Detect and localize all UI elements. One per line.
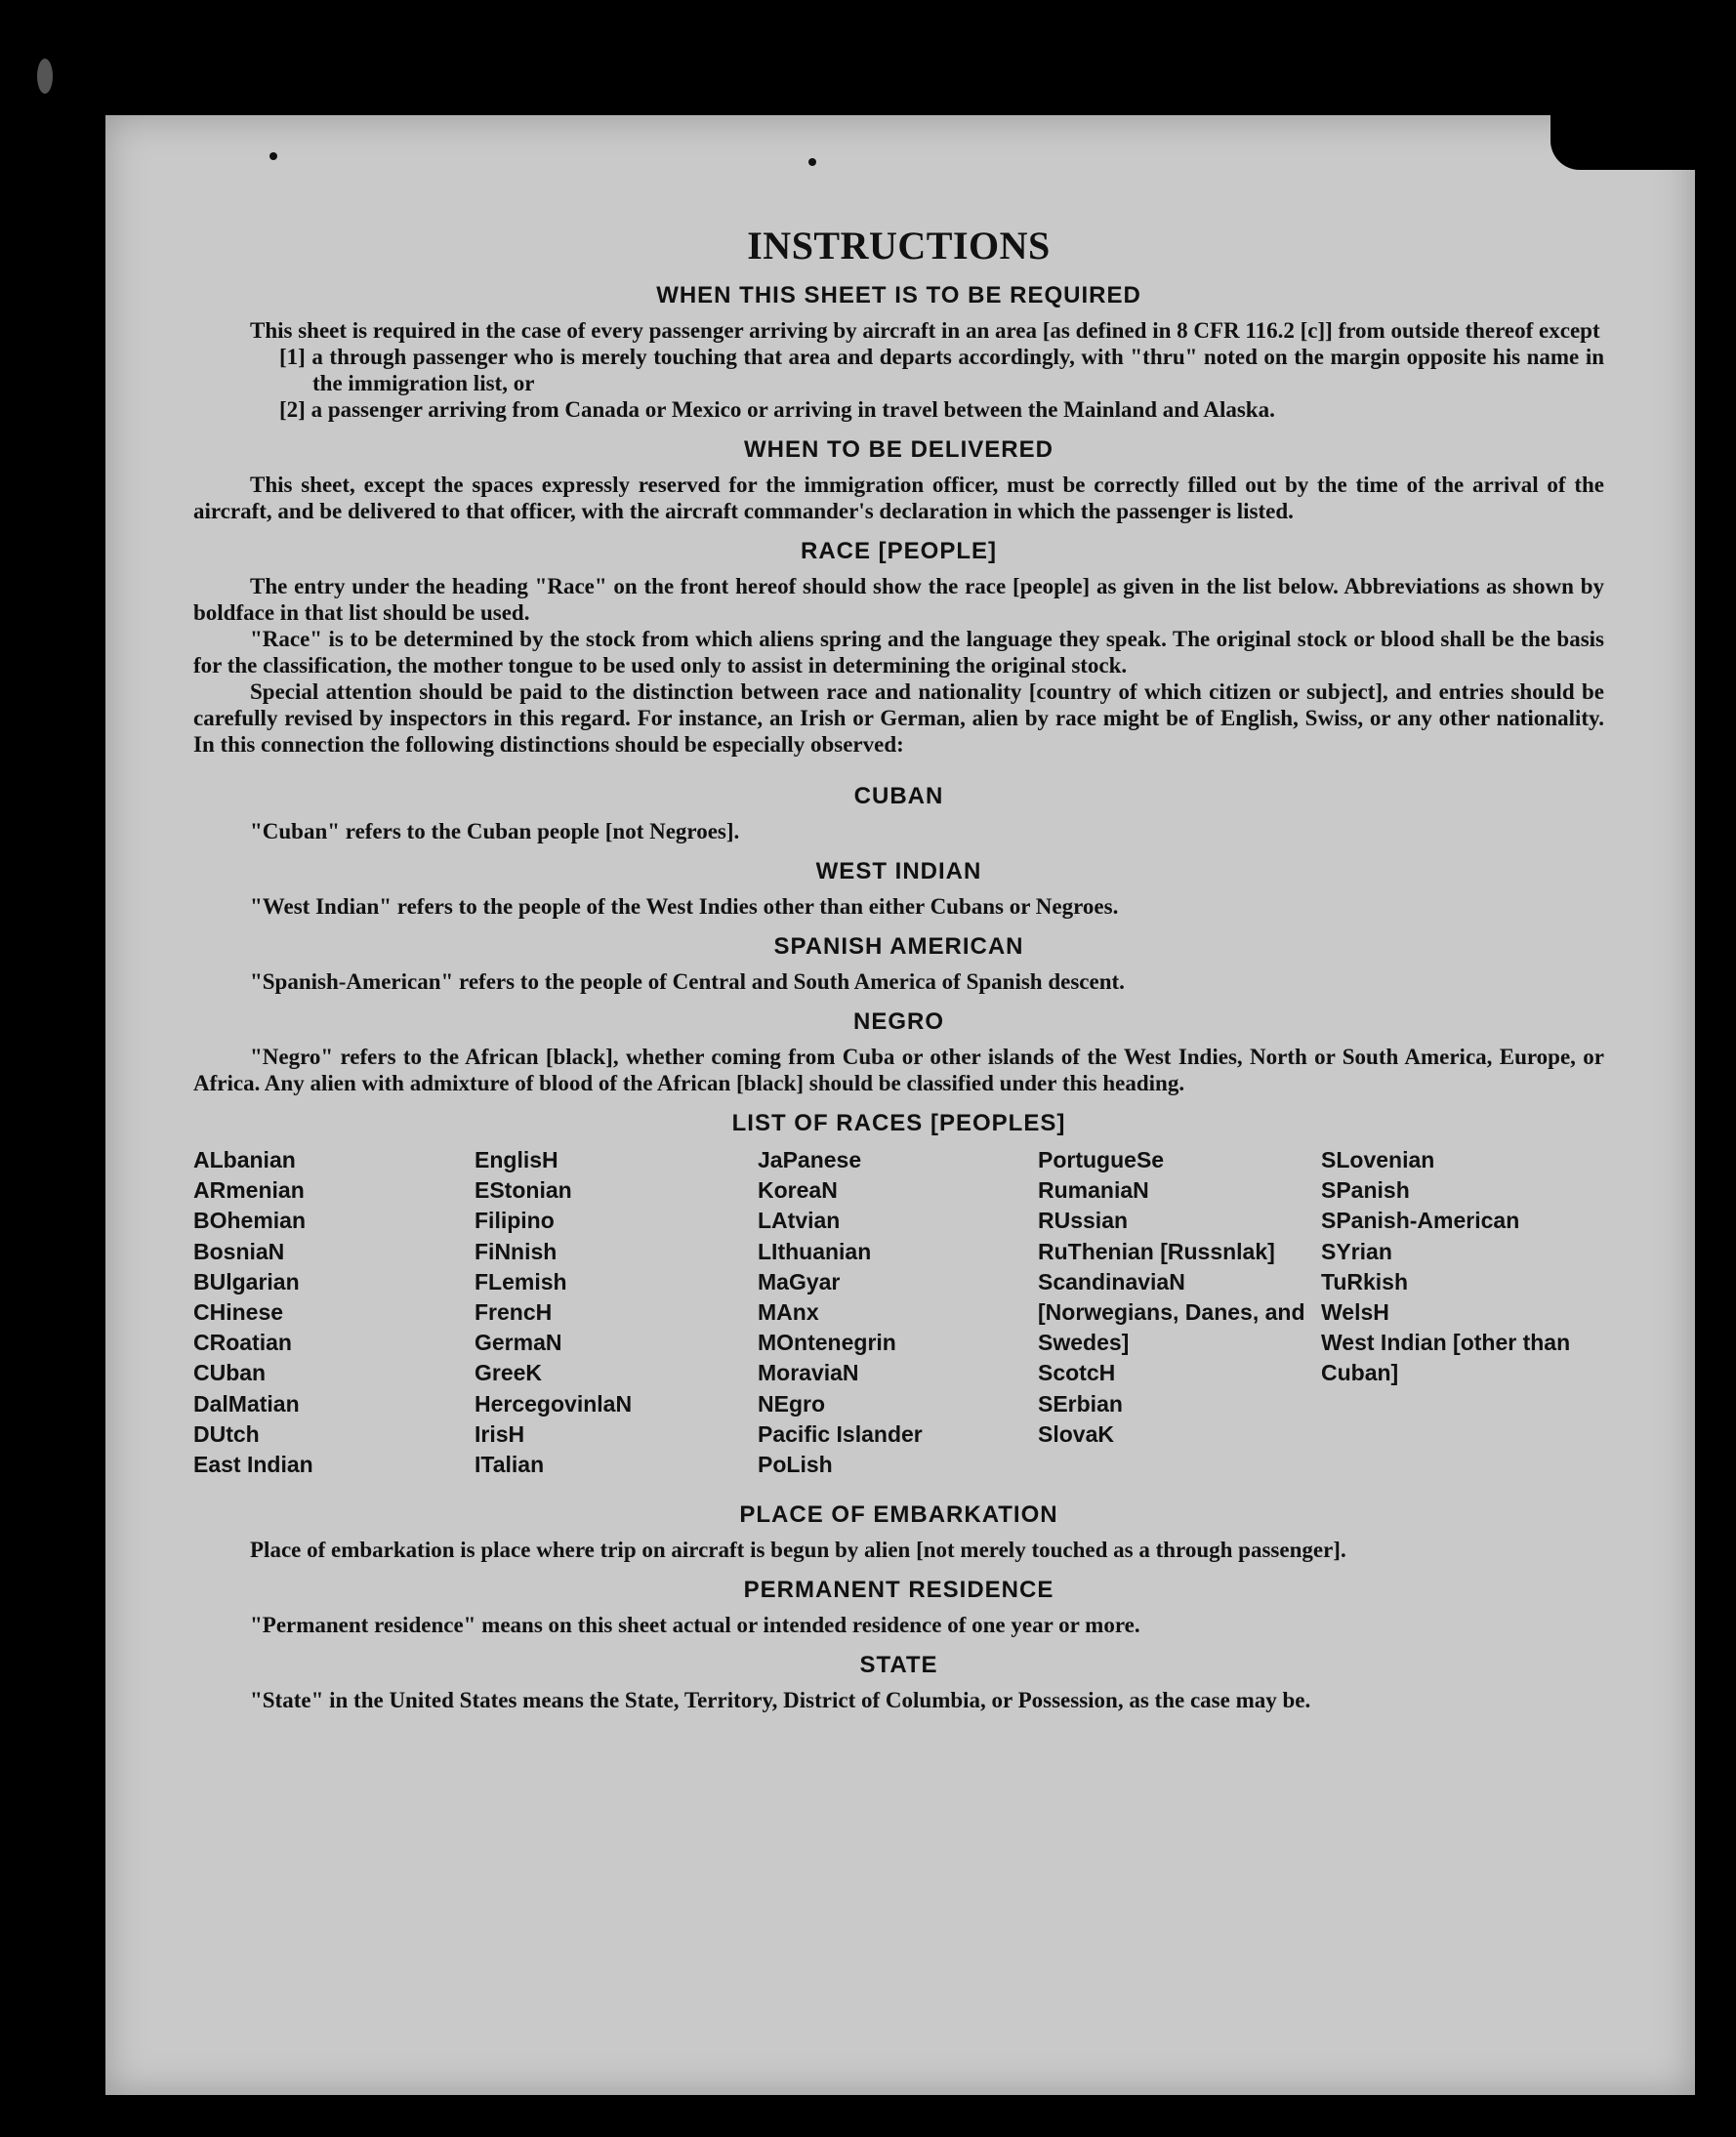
race-entry: SPanish (1321, 1177, 1410, 1204)
required-paragraph: This sheet is required in the case of every passenger arriving by aircraft in an area [as defined in 8 CFR 116.2 [c]] from outside thereof except (250, 318, 1600, 343)
race-entry: GreeK (475, 1360, 543, 1386)
instructions-content (193, 223, 1604, 1713)
race-entry: BosniaN (193, 1238, 285, 1264)
race-entry: SErbian (1038, 1390, 1123, 1417)
race-entry: PortugueSe (1038, 1147, 1165, 1172)
race-entry: BOhemian (193, 1208, 307, 1234)
race-paragraph-3: Special attention should be paid to the distinction between race and nationality [country of which citizen or subject], and entries should be carefully revised by inspectors in this regard. For instance, an Irish or German, alien by race might be of English, Swiss, or any other nationality. In this connection the following distinctions should be especially observed: (193, 679, 1604, 757)
race-entry: FiNnish (475, 1238, 558, 1264)
race-entry: PoLish (758, 1452, 833, 1478)
race-entry: MOntenegrin (758, 1330, 896, 1356)
race-entry: ARmenian (193, 1177, 305, 1204)
residence-text: "Permanent residence" means on this sheet actual or intended residence of one year or more. (250, 1613, 1140, 1638)
race-paragraph-1: The entry under the heading "Race" on the front hereof should show the race [people] as given in the list below. Abbreviations as shown by boldface in that list should be used. (193, 574, 1604, 625)
race-entry: FLemish (475, 1268, 567, 1295)
exception-1: [1] a through passenger who is merely touching that area and departs accordingly, with "thru" noted on the margin opposite his name in the immigration list, or (279, 345, 1604, 395)
race-entry: LIthuanian (758, 1238, 872, 1264)
punch-dot (269, 152, 277, 160)
race-entry: SPanish-American (1321, 1208, 1520, 1234)
race-entry: FrencH (475, 1299, 553, 1326)
race-entry: CHinese (193, 1299, 284, 1326)
race-entry: EnglisH (475, 1147, 558, 1172)
race-entry: EStonian (475, 1177, 572, 1204)
race-entry: HercegovinlaN (475, 1390, 633, 1417)
race-entry: RumaniaN (1038, 1177, 1149, 1204)
race-entry: IrisH (475, 1420, 525, 1447)
race-entry: BUlgarian (193, 1268, 300, 1295)
race-entry: SYrian (1321, 1238, 1392, 1264)
negro-text: "Negro" refers to the African [black], whether coming from Cuba or other islands of the West Indies, North or South America, Europe, or Africa. Any alien with admixture of blood of the African [black] should be classified under this heading. (193, 1045, 1604, 1095)
race-entry: ScandinaviaN [Norwegians, Danes, and Swedes] (1038, 1268, 1305, 1356)
punch-dot (808, 158, 816, 166)
race-entry: ITalian (475, 1452, 545, 1478)
section-heading-required: WHEN THIS SHEET IS TO BE REQUIRED (656, 282, 1141, 308)
race-entry: East Indian (193, 1452, 313, 1478)
race-entry: MAnx (758, 1299, 819, 1326)
race-entry: ALbanian (193, 1147, 296, 1172)
delivered-paragraph: This sheet, except the spaces expressly reserved for the immigration officer, must be correctly filled out by the time of the arrival of the aircraft, and be delivered to that officer, with the aircraft commander's declaration in which the passenger is listed. (193, 473, 1604, 523)
race-entry: DalMatian (193, 1390, 300, 1417)
section-heading-negro: NEGRO (852, 1008, 944, 1035)
race-entry: CRoatian (193, 1330, 292, 1356)
embarkation-text: Place of embarkation is place where trip on aircraft is begun by alien [not merely touched as a through passenger]. (250, 1538, 1346, 1563)
cuban-text: "Cuban" refers to the Cuban people [not Negroes]. (250, 819, 740, 843)
races-column-3 (758, 1145, 1038, 1480)
races-column-4 (1038, 1145, 1321, 1480)
edge-speck (37, 59, 53, 94)
race-entry: ScotcH (1038, 1360, 1116, 1386)
races-column-2 (475, 1145, 758, 1480)
race-entry: KoreaN (758, 1177, 838, 1204)
section-heading-spanish-american: SPANISH AMERICAN (773, 933, 1024, 960)
spanish-american-text: "Spanish-American" refers to the people of Central and South America of Spanish descent. (250, 969, 1125, 994)
section-heading-embarkation: PLACE OF EMBARKATION (739, 1501, 1058, 1529)
race-entry: MoraviaN (758, 1360, 859, 1386)
exception-2: [2] a passenger arriving from Canada or Mexico or arriving in travel between the Mainland and Alaska. (279, 397, 1275, 422)
section-heading-cuban: CUBAN (853, 783, 944, 809)
race-entry: GermaN (475, 1330, 562, 1356)
section-heading-races-list: LIST OF RACES [PEOPLES] (731, 1110, 1066, 1136)
race-entry: SlovaK (1038, 1420, 1114, 1447)
race-entry: RUssian (1038, 1208, 1129, 1234)
torn-corner (1550, 115, 1697, 170)
race-entry: TuRkish (1321, 1268, 1409, 1295)
section-heading-delivered: WHEN TO BE DELIVERED (744, 436, 1054, 463)
race-entry: NEgro (758, 1390, 825, 1417)
race-entry: SLovenian (1321, 1147, 1435, 1172)
race-entry: Filipino (475, 1208, 555, 1234)
race-entry: DUtch (193, 1420, 260, 1447)
race-paragraph-2: "Race" is to be determined by the stock from which aliens spring and the language they speak. The original stock or blood shall be the basis for the classification, the mother tongue to be used only to assist in determining the original stock. (193, 627, 1604, 678)
document-sheet (105, 115, 1695, 2095)
race-entry: JaPanese (758, 1147, 862, 1172)
race-entry: West Indian [other than Cuban] (1321, 1330, 1571, 1386)
section-heading-residence: PERMANENT RESIDENCE (743, 1577, 1054, 1604)
race-entry: WelsH (1321, 1299, 1389, 1326)
race-entry: RuThenian [Russnlak] (1038, 1238, 1275, 1264)
section-heading-west-indian: WEST INDIAN (815, 858, 982, 884)
section-heading-state: STATE (859, 1652, 938, 1679)
race-entry: MaGyar (758, 1268, 841, 1295)
race-entry: LAtvian (758, 1208, 841, 1234)
section-heading-race: RACE [PEOPLE] (800, 538, 997, 564)
race-entry: Pacific Islander (758, 1420, 923, 1447)
race-entry: CUban (193, 1360, 267, 1386)
races-list (193, 1145, 1604, 1480)
races-column-1 (193, 1145, 475, 1480)
races-column-5 (1321, 1145, 1604, 1480)
page-title: INSTRUCTIONS (747, 224, 1051, 267)
west-indian-text: "West Indian" refers to the people of the West Indies other than either Cubans or Negroes. (250, 894, 1119, 919)
state-text: "State" in the United States means the State, Territory, District of Columbia, or Possession, as the case may be. (250, 1688, 1311, 1713)
